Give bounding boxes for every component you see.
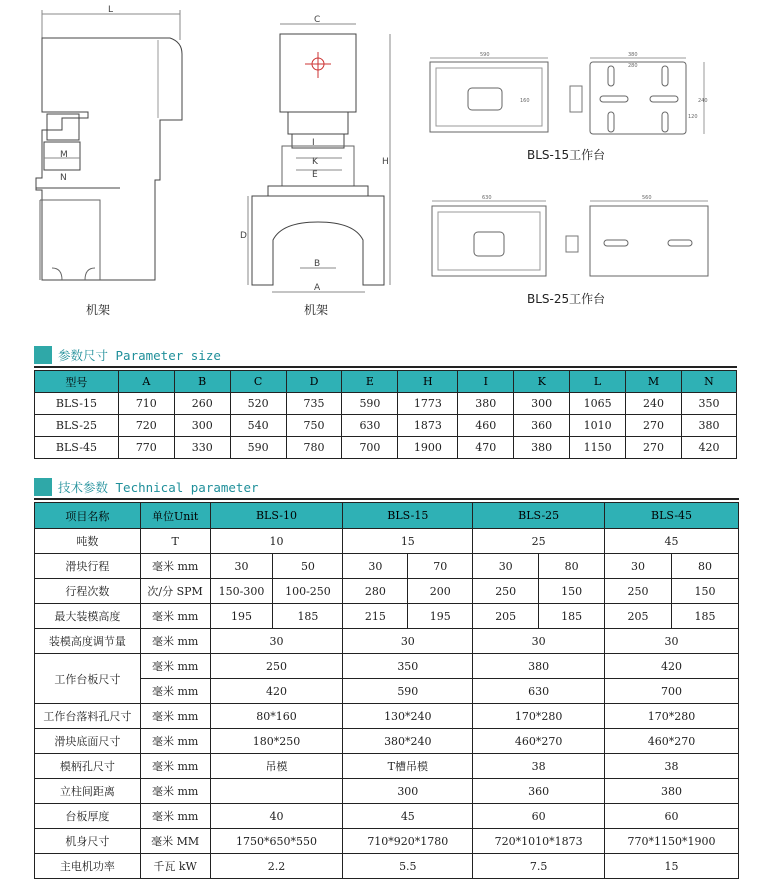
tech-cell: 300	[343, 779, 473, 804]
tech-row-column	[35, 779, 739, 804]
param-cell: 240	[626, 393, 682, 415]
tech-row-bolster-2	[35, 679, 739, 704]
row-unit: 千瓦 kW	[140, 854, 210, 879]
tech-cell: 380*240	[343, 729, 473, 754]
tech-cell: 350	[343, 654, 473, 679]
section-marker-icon	[34, 346, 52, 364]
tech-cell: 30	[605, 629, 739, 654]
tech-cell: 150-300	[210, 579, 273, 604]
tech-param-table	[34, 502, 739, 879]
param-size-table	[34, 370, 737, 459]
tech-cell: 250	[210, 654, 343, 679]
row-unit: 毫米 mm	[140, 604, 210, 629]
tech-row-spm	[35, 579, 739, 604]
dim-label-K: K	[312, 157, 318, 167]
drawings-svg	[0, 0, 759, 330]
row-unit: 毫米 mm	[140, 729, 210, 754]
dim-label-L: L	[108, 5, 114, 15]
param-cell: 540	[230, 415, 286, 437]
param-cell: 380	[514, 437, 570, 459]
bls15-dim-240: 240	[698, 98, 708, 104]
tech-row-motor	[35, 854, 739, 879]
tech-row-shank	[35, 754, 739, 779]
tech-cell: 170*280	[473, 704, 605, 729]
tech-section-header	[34, 478, 259, 496]
row-unit: 毫米 mm	[140, 654, 210, 679]
tech-cell: 195	[210, 604, 273, 629]
param-row	[35, 437, 737, 459]
tech-cell: 700	[605, 679, 739, 704]
param-cell: 520	[230, 393, 286, 415]
tech-cell: 630	[473, 679, 605, 704]
tech-row-stroke	[35, 554, 739, 579]
tech-cell: 130*240	[343, 704, 473, 729]
param-cell: 590	[342, 393, 398, 415]
param-cell: 350	[681, 393, 736, 415]
tech-row-die-adj	[35, 629, 739, 654]
tech-row-hole	[35, 704, 739, 729]
param-divider	[34, 366, 737, 368]
dim-label-H: H	[382, 157, 389, 167]
param-cell: 380	[458, 393, 514, 415]
tech-cell: 170*280	[605, 704, 739, 729]
tech-cell: 吊模	[210, 754, 343, 779]
row-name: 立柱间距离	[35, 779, 141, 804]
param-cell: 300	[514, 393, 570, 415]
tech-header-cell: BLS-10	[210, 503, 343, 529]
tech-cell: 1750*650*550	[210, 829, 343, 854]
tech-divider	[34, 498, 739, 500]
param-header-cell: N	[681, 371, 736, 393]
tech-cell: 15	[605, 854, 739, 879]
param-cell: 300	[174, 415, 230, 437]
bls15-dim-160: 160	[520, 98, 530, 104]
param-cell: 735	[286, 393, 342, 415]
caption-front-frame: 机架	[304, 303, 329, 317]
param-header-row	[35, 371, 737, 393]
tech-cell: 30	[210, 629, 343, 654]
tech-cell: 420	[605, 654, 739, 679]
param-cell: 750	[286, 415, 342, 437]
tech-cell: 200	[408, 579, 473, 604]
row-unit: 毫米 mm	[140, 704, 210, 729]
param-header-cell: A	[118, 371, 174, 393]
row-unit: 毫米 mm	[140, 679, 210, 704]
tech-row-die-height	[35, 604, 739, 629]
bls15-dim-380: 380	[628, 52, 638, 58]
dim-label-N: N	[60, 173, 67, 183]
param-header-cell: K	[514, 371, 570, 393]
param-header-cell: I	[458, 371, 514, 393]
tech-cell: 205	[473, 604, 539, 629]
row-unit: 毫米 mm	[140, 804, 210, 829]
row-unit: 毫米 MM	[140, 829, 210, 854]
dim-label-M: M	[60, 150, 68, 160]
tech-cell: 380	[473, 654, 605, 679]
param-cell: 470	[458, 437, 514, 459]
tech-cell: 150	[539, 579, 605, 604]
dim-label-B: B	[314, 259, 321, 269]
param-row	[35, 415, 737, 437]
tech-header-cell: BLS-25	[473, 503, 605, 529]
tech-cell: 30	[210, 554, 273, 579]
param-section-title: 参数尺寸 Parameter size	[58, 348, 221, 363]
tech-cell: 250	[605, 579, 672, 604]
tech-cell: 30	[343, 629, 473, 654]
dim-label-E: E	[312, 170, 318, 180]
tech-cell: 150	[672, 579, 739, 604]
tech-cell	[210, 779, 343, 804]
param-header-cell: E	[342, 371, 398, 393]
tech-cell: 185	[273, 604, 343, 629]
tech-cell: 420	[210, 679, 343, 704]
bls15-table-drawing	[430, 58, 704, 134]
param-header-cell: 型号	[35, 371, 119, 393]
param-cell: 720	[118, 415, 174, 437]
dim-label-C: C	[314, 15, 321, 25]
param-cell: 260	[174, 393, 230, 415]
param-row	[35, 393, 737, 415]
param-cell: 1900	[398, 437, 458, 459]
tech-cell: 30	[343, 554, 408, 579]
tech-cell: 30	[473, 629, 605, 654]
tech-cell: 250	[473, 579, 539, 604]
tech-cell: 15	[343, 529, 473, 554]
row-name: 吨数	[35, 529, 141, 554]
tech-cell: 80	[539, 554, 605, 579]
param-cell: BLS-45	[35, 437, 119, 459]
tech-cell: 45	[343, 804, 473, 829]
tech-cell: 710*920*1780	[343, 829, 473, 854]
row-name: 工作台板尺寸	[35, 654, 141, 704]
tech-cell: 40	[210, 804, 343, 829]
tech-cell: 280	[343, 579, 408, 604]
param-cell: BLS-25	[35, 415, 119, 437]
row-name: 模柄孔尺寸	[35, 754, 141, 779]
tech-row-body	[35, 829, 739, 854]
front-frame-drawing	[248, 24, 390, 292]
param-cell: 1873	[398, 415, 458, 437]
tech-cell: 45	[605, 529, 739, 554]
bls25-table-drawing	[432, 201, 708, 276]
param-header-cell: M	[626, 371, 682, 393]
caption-side-frame: 机架	[86, 303, 111, 317]
tech-cell: 30	[473, 554, 539, 579]
tech-cell: 360	[473, 779, 605, 804]
tech-header-cell: 项目名称	[35, 503, 141, 529]
tech-cell: 460*270	[605, 729, 739, 754]
param-cell: 630	[342, 415, 398, 437]
param-cell: 360	[514, 415, 570, 437]
param-header-cell: H	[398, 371, 458, 393]
tech-section-title: 技术参数 Technical parameter	[58, 480, 259, 495]
bls25-dim-630: 630	[482, 195, 492, 201]
param-cell: 1773	[398, 393, 458, 415]
tech-row-slide	[35, 729, 739, 754]
param-cell: 1150	[570, 437, 626, 459]
tech-cell: 38	[605, 754, 739, 779]
param-header-cell: D	[286, 371, 342, 393]
tech-cell: 195	[408, 604, 473, 629]
row-unit: T	[140, 529, 210, 554]
row-name: 主电机功率	[35, 854, 141, 879]
param-header-cell: C	[230, 371, 286, 393]
caption-bls15-table: BLS-15工作台	[527, 148, 606, 162]
row-unit: 毫米 mm	[140, 779, 210, 804]
tech-cell: T槽吊模	[343, 754, 473, 779]
tech-cell: 5.5	[343, 854, 473, 879]
row-name: 工作台落料孔尺寸	[35, 704, 141, 729]
tech-cell: 380	[605, 779, 739, 804]
param-cell: 1010	[570, 415, 626, 437]
tech-cell: 50	[273, 554, 343, 579]
tech-cell: 590	[343, 679, 473, 704]
tech-cell: 185	[672, 604, 739, 629]
row-name: 装模高度调节量	[35, 629, 141, 654]
row-name: 滑块底面尺寸	[35, 729, 141, 754]
param-cell: 270	[626, 437, 682, 459]
tech-cell: 70	[408, 554, 473, 579]
tech-cell: 180*250	[210, 729, 343, 754]
tech-cell: 215	[343, 604, 408, 629]
row-name: 机身尺寸	[35, 829, 141, 854]
tech-cell: 2.2	[210, 854, 343, 879]
tech-row-tonnage	[35, 529, 739, 554]
tech-header-cell: 单位Unit	[140, 503, 210, 529]
param-cell: 780	[286, 437, 342, 459]
tech-cell: 185	[539, 604, 605, 629]
row-unit: 毫米 mm	[140, 554, 210, 579]
dim-label-D: D	[240, 231, 247, 241]
tech-cell: 720*1010*1873	[473, 829, 605, 854]
tech-cell: 460*270	[473, 729, 605, 754]
row-name: 最大装模高度	[35, 604, 141, 629]
param-cell: 770	[118, 437, 174, 459]
bls25-dim-560: 560	[642, 195, 652, 201]
row-unit: 毫米 mm	[140, 754, 210, 779]
tech-cell: 60	[473, 804, 605, 829]
param-cell: 420	[681, 437, 736, 459]
param-cell: 460	[458, 415, 514, 437]
param-cell: 710	[118, 393, 174, 415]
tech-row-bolster-1	[35, 654, 739, 679]
tech-cell: 60	[605, 804, 739, 829]
tech-header-row	[35, 503, 739, 529]
dim-label-I: I	[312, 138, 315, 148]
bls15-dim-280: 280	[628, 63, 638, 69]
caption-bls25-table: BLS-25工作台	[527, 292, 606, 306]
bls15-dim-590: 590	[480, 52, 490, 58]
tech-cell: 205	[605, 604, 672, 629]
row-name: 台板厚度	[35, 804, 141, 829]
param-cell: 270	[626, 415, 682, 437]
bls15-dim-120: 120	[688, 114, 698, 120]
param-cell: 380	[681, 415, 736, 437]
row-unit: 次/分 SPM	[140, 579, 210, 604]
tech-cell: 7.5	[473, 854, 605, 879]
tech-row-plate	[35, 804, 739, 829]
param-header-cell: B	[174, 371, 230, 393]
param-cell: 590	[230, 437, 286, 459]
param-cell: 1065	[570, 393, 626, 415]
tech-cell: 80	[672, 554, 739, 579]
section-marker-icon	[34, 478, 52, 496]
param-cell: 700	[342, 437, 398, 459]
param-header-cell: L	[570, 371, 626, 393]
tech-cell: 38	[473, 754, 605, 779]
row-name: 滑块行程	[35, 554, 141, 579]
param-cell: BLS-15	[35, 393, 119, 415]
technical-drawings	[0, 0, 759, 330]
param-section-header	[34, 346, 221, 364]
tech-cell: 100-250	[273, 579, 343, 604]
tech-cell: 80*160	[210, 704, 343, 729]
tech-header-cell: BLS-45	[605, 503, 739, 529]
tech-cell: 25	[473, 529, 605, 554]
tech-cell: 10	[210, 529, 343, 554]
tech-cell: 770*1150*1900	[605, 829, 739, 854]
param-cell: 330	[174, 437, 230, 459]
row-name: 行程次数	[35, 579, 141, 604]
dim-label-A: A	[314, 283, 321, 293]
tech-cell: 30	[605, 554, 672, 579]
row-unit: 毫米 mm	[140, 629, 210, 654]
tech-header-cell: BLS-15	[343, 503, 473, 529]
side-frame-drawing	[36, 10, 182, 280]
